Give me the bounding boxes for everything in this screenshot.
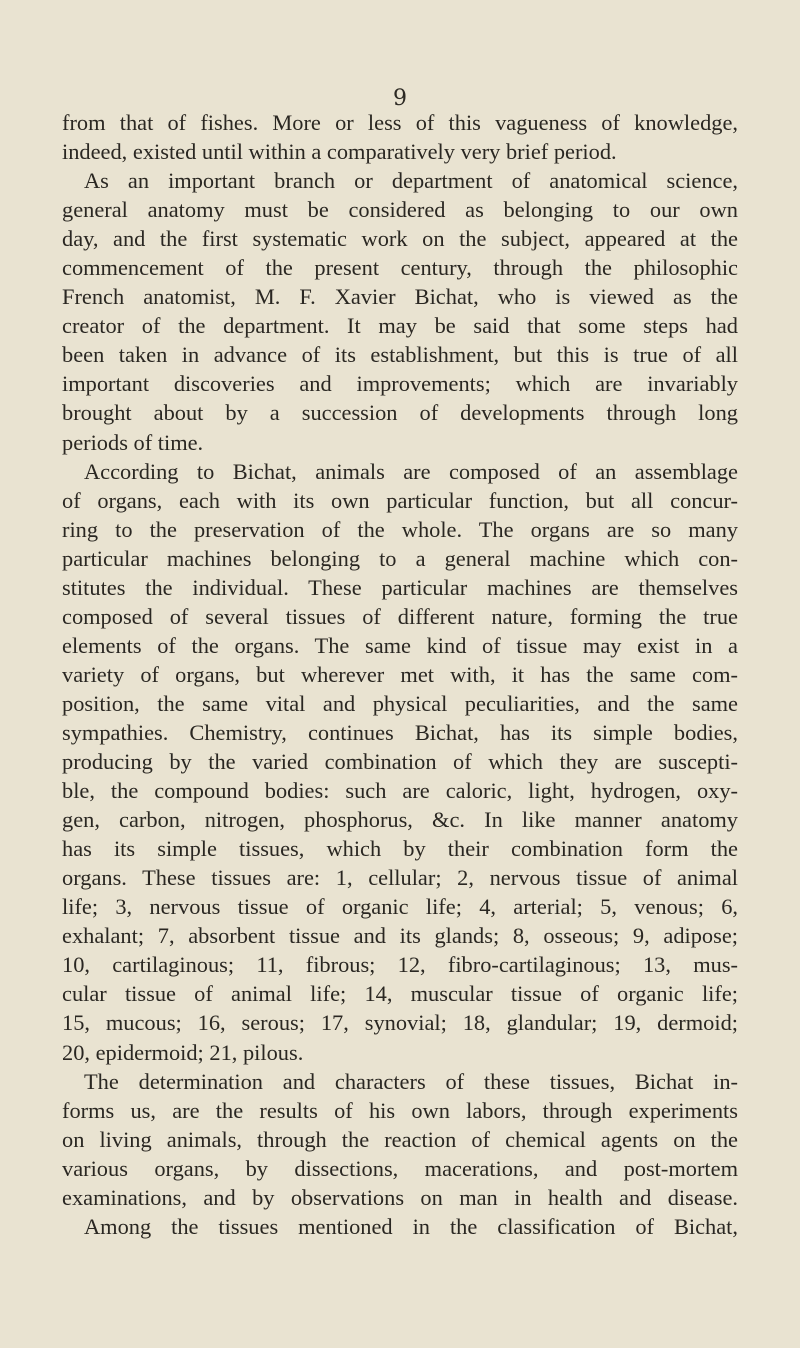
text-line: cular tissue of animal life; 14, muscular tissue of organic life; [62,981,738,1007]
body-text [62,108,738,1241]
text-line: ble, the compound bodies: such are caloric, light, hydrogen, oxy- [62,778,738,804]
text-line: periods of time. [62,429,204,455]
text-line: creator of the department. It may be said that some steps had [62,313,738,339]
text-line: particular machines belonging to a general machine which con- [62,545,738,571]
text-line: French anatomist, M. F. Xavier Bichat, who is viewed as the [62,284,738,310]
text-line: of organs, each with its own particular function, but all concur- [62,487,738,513]
text-line: 20, epidermoid; 21, pilous. [62,1039,304,1065]
text-line: general anatomy must be considered as belonging to our own [62,197,738,223]
page-number: 9 [393,86,407,111]
text-line: from that of fishes. More or less of this vagueness of knowledge, [62,110,738,135]
text-line: forms us, are the results of his own labors, through experiments [62,1097,738,1123]
text-line: has its simple tissues, which by their combination form the [62,836,738,862]
text-line: stitutes the individual. These particular machines are themselves [62,574,738,600]
text-line: composed of several tissues of different nature, forming the true [62,603,738,629]
text-line: According to Bichat, animals are composed of an assemblage [84,458,738,484]
text-line: 15, mucous; 16, serous; 17, synovial; 18, glandular; 19, dermoid; [62,1010,738,1036]
text-line: 10, cartilaginous; 11, fibrous; 12, fibro-cartilaginous; 13, mus- [62,952,738,978]
text-line: commencement of the present century, through the philosophic [62,255,738,281]
text-line: various organs, by dissections, macerations, and post-mortem [62,1155,738,1181]
text-line: been taken in advance of its establishment, but this is true of all [62,342,738,368]
text-line: variety of organs, but wherever met with, it has the same com- [62,661,738,687]
text-line: elements of the organs. The same kind of tissue may exist in a [62,632,738,658]
text-line: examinations, and by observations on man in health and disease. [62,1184,738,1210]
text-line: organs. These tissues are: 1, cellular; 2, nervous tissue of animal [62,865,738,891]
text-line: brought about by a succession of developments through long [62,400,738,426]
text-line: sympathies. Chemistry, continues Bichat, has its simple bodies, [62,719,738,745]
text-line: indeed, existed until within a comparatively very brief period. [62,139,617,165]
text-line: producing by the varied combination of which they are suscepti- [62,749,738,775]
text-line: on living animals, through the reaction of chemical agents on the [62,1126,738,1152]
text-line: ring to the preservation of the whole. The organs are so many [62,516,738,542]
text-line: exhalant; 7, absorbent tissue and its glands; 8, osseous; 9, adipose; [62,923,738,949]
text-line: life; 3, nervous tissue of organic life; 4, arterial; 5, venous; 6, [62,894,738,920]
text-line: important discoveries and improvements; which are invariably [62,371,738,397]
text-line: day, and the first systematic work on the subject, appeared at the [62,226,738,252]
text-line: As an important branch or department of anatomical science, [84,168,738,194]
text-line: position, the same vital and physical peculiarities, and the same [62,690,738,716]
text-line: gen, carbon, nitrogen, phosphorus, &c. In like manner anatomy [62,807,738,833]
text-line: The determination and characters of these tissues, Bichat in- [84,1068,738,1094]
text-line: Among the tissues mentioned in the classification of Bichat, [84,1213,738,1239]
